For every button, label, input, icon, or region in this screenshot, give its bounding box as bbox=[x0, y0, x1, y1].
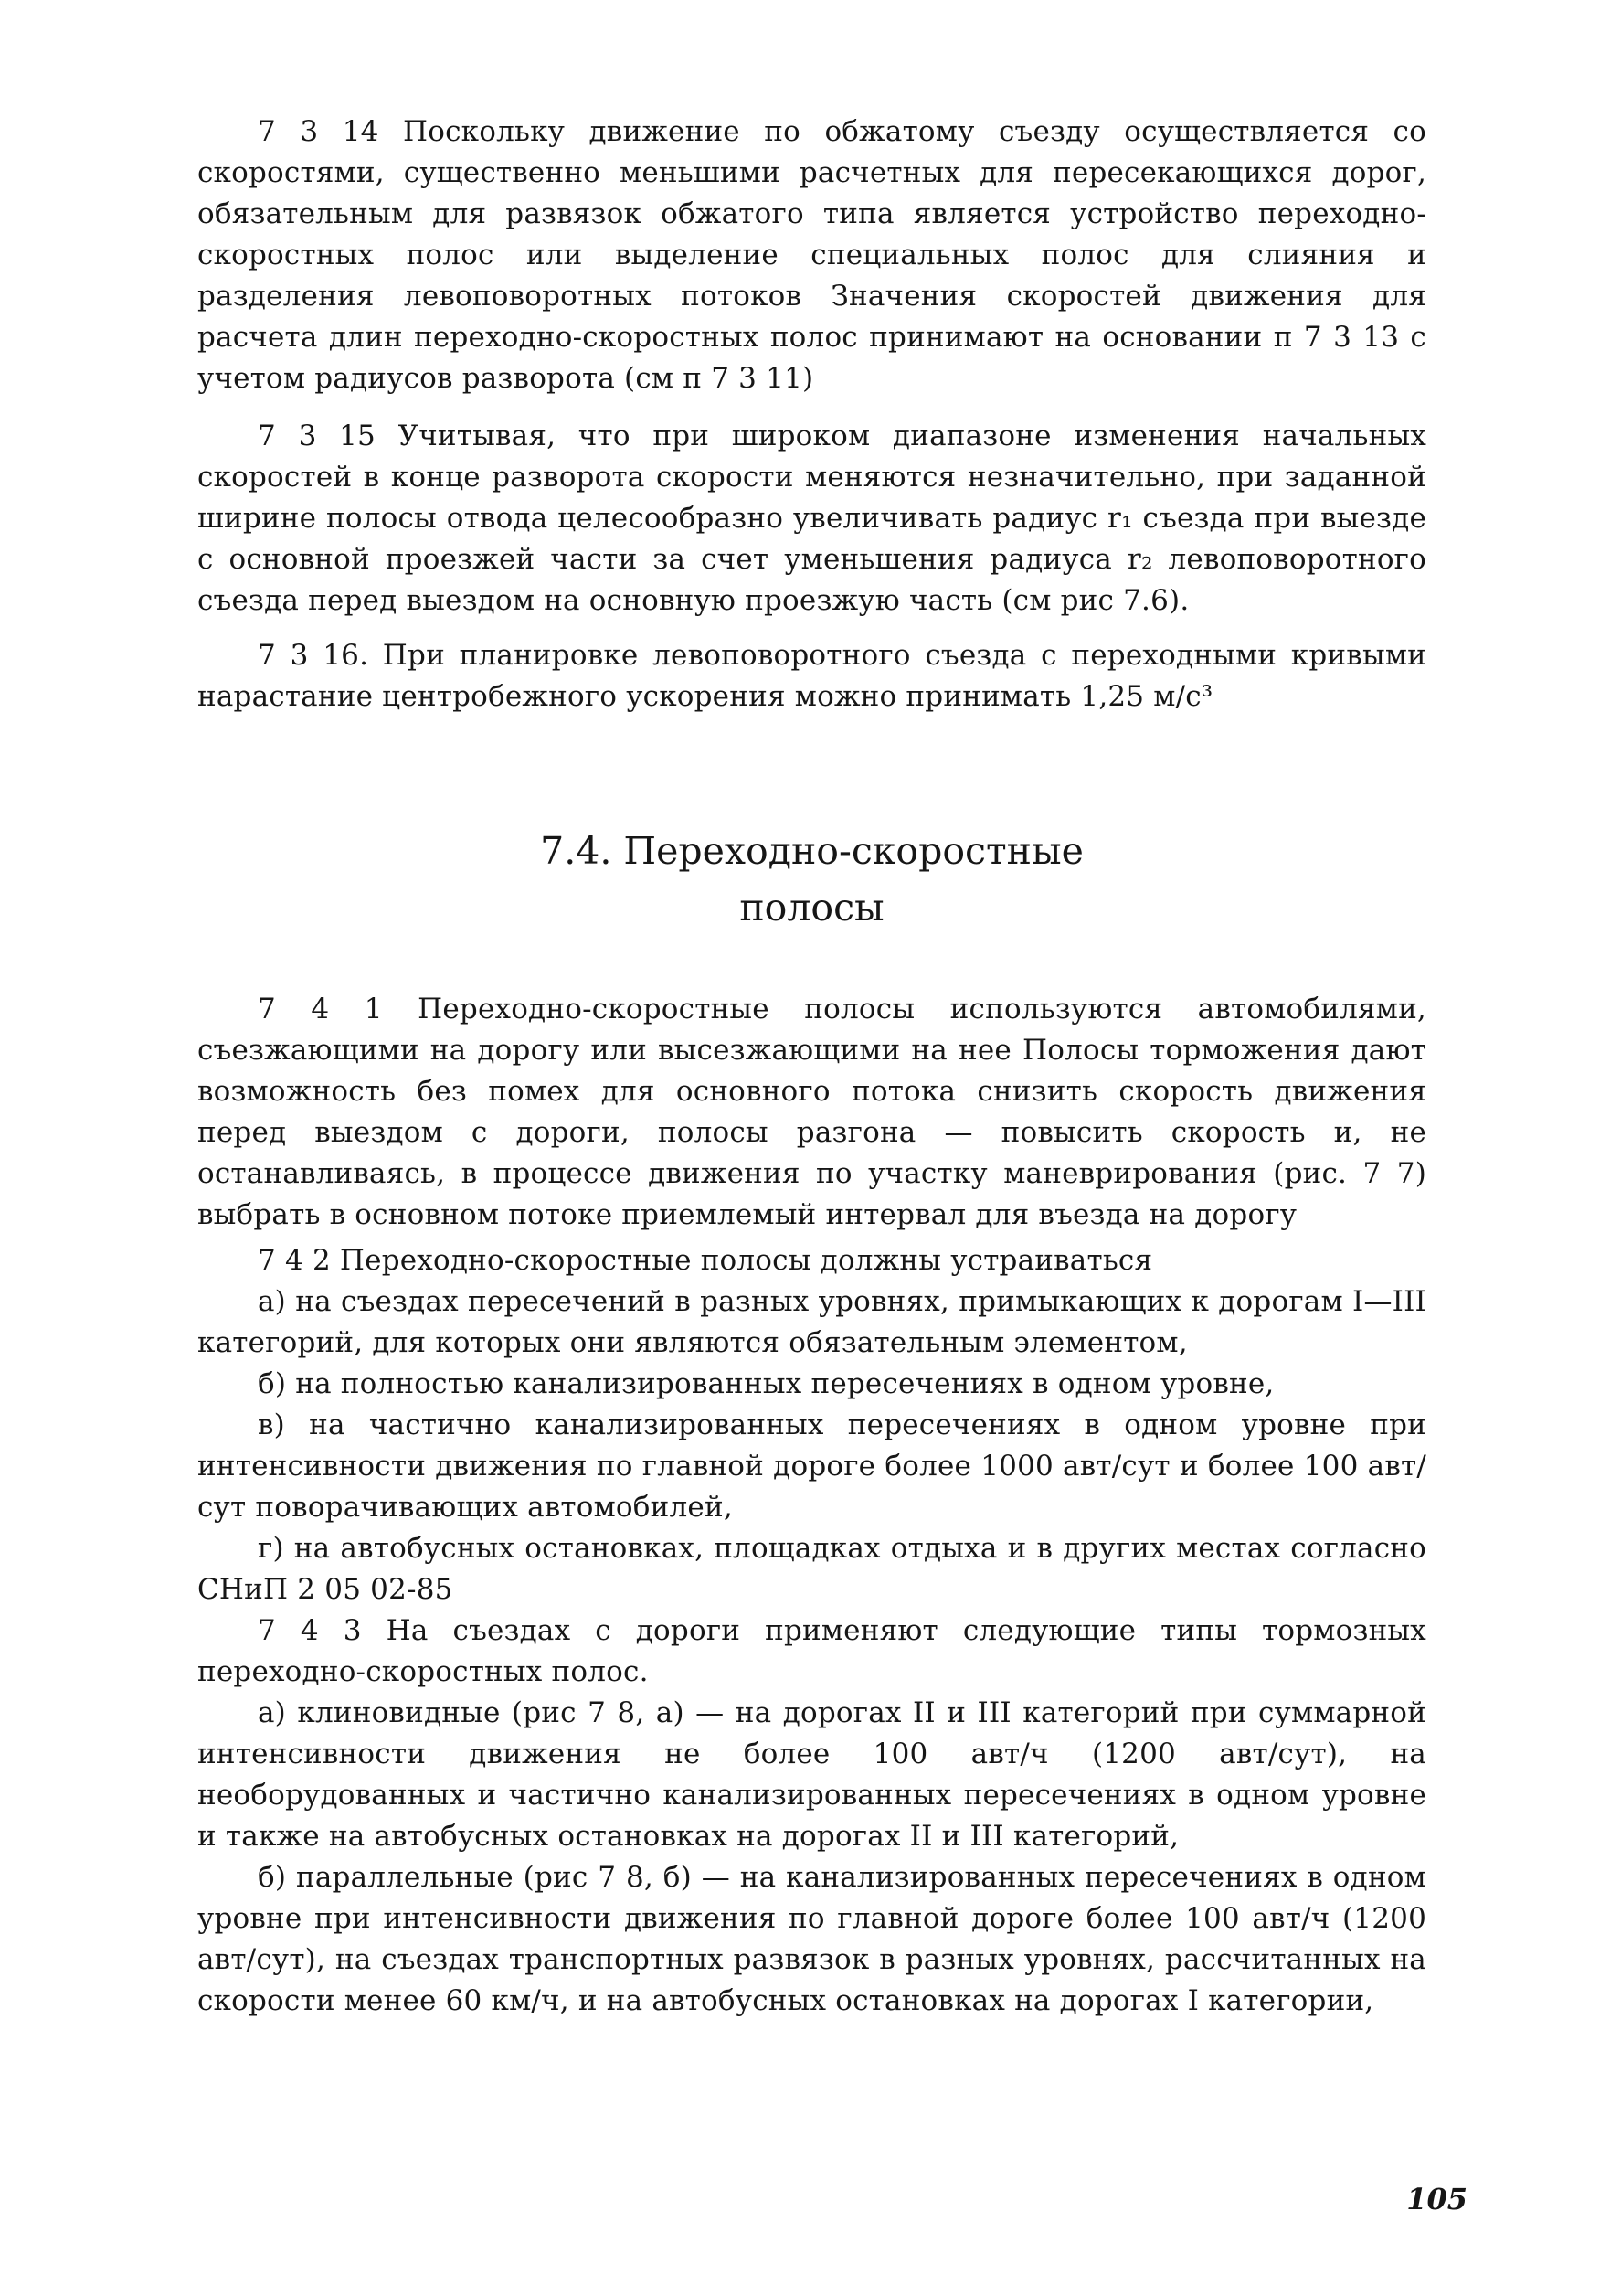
list-item-7-4-2-b: б) на полностью канализированных пересечениях в одном уровне, bbox=[258, 1367, 1275, 1400]
paragraph-7-3-14: 7 3 14 Поскольку движение по обжатому съезду осуществляется со скоростями, существенно меньшими расчетных для пересекающихся дорог, обязательным для развязок обжатого типа является устройство переходно-скоростных полос или выделение специальных полос для слияния и разделения левоповоротных потоков Значения скоростей движения для расчета длин переходно-скоростных полос принимают на основании п 7 3 13 с учетом радиусов разворота (см п 7 3 11) bbox=[197, 115, 1426, 395]
list-item-7-4-2-g: г) на автобусных остановках, площадках отдыха и в других местах согласно СНиП 2 05 02-85 bbox=[197, 1532, 1426, 1606]
list-item-7-4-3-b: б) параллельные (рис 7 8, б) — на канализированных пересечениях в одном уровне при интенсивности движения по главной дороге более 100 авт/ч (1200 авт/сут), на съездах транспортных развязок в разных уровнях, рассчитанных на скорости менее 60 км/ч, и на автобусных остановках на дорогах I категории, bbox=[197, 1861, 1426, 2017]
paragraph-7-4-2: 7 4 2 Переходно-скоростные полосы должны устраиваться bbox=[258, 1244, 1153, 1277]
section-heading-line-1: 7.4. Переходно-скоростные bbox=[540, 829, 1084, 873]
section-heading-line-2: полосы bbox=[739, 886, 885, 930]
paragraph-7-4-3: 7 4 3 На съездах с дороги применяют следующие типы тормозных переходно-скоростных полос. bbox=[197, 1614, 1426, 1688]
text-column bbox=[197, 0, 1426, 2296]
page-number: 105 bbox=[1406, 2182, 1467, 2216]
list-item-7-4-2-v: в) на частично канализированных пересечениях в одном уровне при интенсивности движения по главной дороге более 1000 авт/сут и более 100 авт/сут поворачивающих автомобилей, bbox=[197, 1408, 1426, 1524]
paragraph-7-4-1: 7 4 1 Переходно-скоростные полосы используются автомобилями, съезжающими на дорогу или высезжающими на нее Полосы торможения дают возможность без помех для основного потока снизить скорость движения перед выездом с дороги, полосы разгона — повысить скорость и, не останавливаясь, в процессе движения по участку маневрирования (рис. 7 7) выбрать в основном потоке приемлемый интервал для въезда на дорогу bbox=[197, 993, 1426, 1231]
list-item-7-4-3-a: а) клиновидные (рис 7 8, а) — на дорогах II и III категорий при суммарной интенсивности движения не более 100 авт/ч (1200 авт/сут), на необорудованных и частично канализированных пересечениях в одном уровне и также на автобусных остановках на дорогах II и III категорий, bbox=[197, 1696, 1426, 1853]
paragraph-7-3-15: 7 3 15 Учитывая, что при широком диапазоне изменения начальных скоростей в конце разворота скорости меняются незначительно, при заданной ширине полосы отвода целесообразно увеличивать радиус r₁ съезда при выезде с основной проезжей части за счет уменьшения радиуса r₂ левоповоротного съезда перед выездом на основную проезжую часть (см рис 7.6). bbox=[197, 420, 1426, 617]
paragraph-7-3-16: 7 3 16. При планировке левоповоротного съезда с переходными кривыми нарастание центробежного ускорения можно принимать 1,25 м/с³ bbox=[197, 639, 1426, 713]
list-item-7-4-2-a: а) на съездах пересечений в разных уровнях, примыкающих к дорогам I—III категорий, для которых они являются обязательным элементом, bbox=[197, 1285, 1426, 1359]
